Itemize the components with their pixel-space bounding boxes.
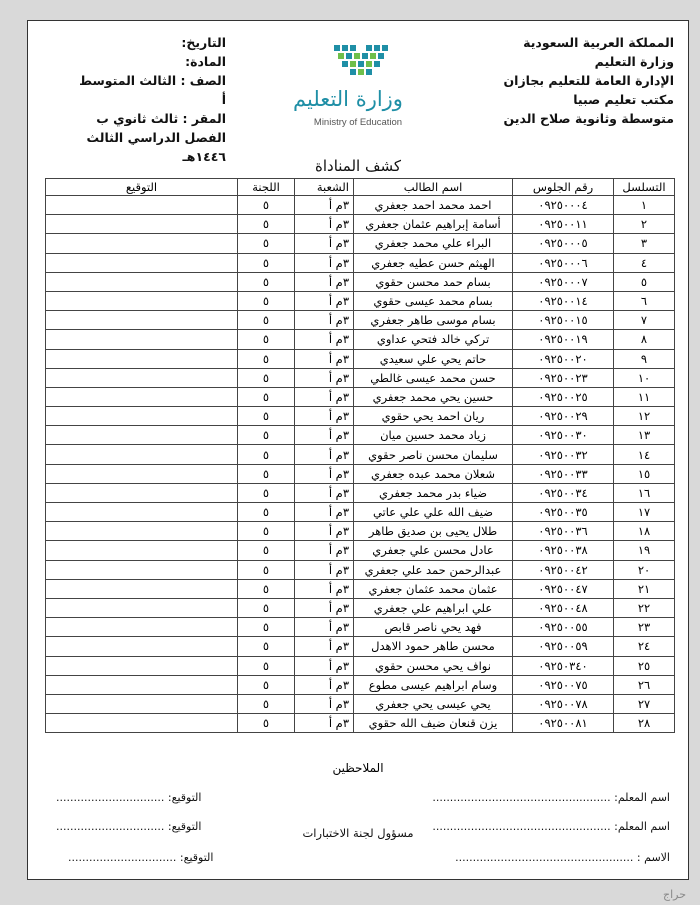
cell-committee: ٥ xyxy=(238,330,295,349)
cell-seat-number: ٠٩٢٥٠٠٠٤ xyxy=(513,196,614,215)
cell-student-name: بسام حمد محسن حقوي xyxy=(354,272,513,291)
cell-signature[interactable] xyxy=(46,349,238,368)
cell-seat-number: ٠٩٢٥٠٠٣٣ xyxy=(513,464,614,483)
cell-student-name: ريان احمد يحي حقوي xyxy=(354,407,513,426)
cell-seat-number: ٠٩٢٥٠٠٤٢ xyxy=(513,560,614,579)
cell-section: ٣م أ xyxy=(295,407,354,426)
committee-head-label xyxy=(28,826,688,840)
cell-section: ٣م أ xyxy=(295,368,354,387)
cell-section: ٣م أ xyxy=(295,196,354,215)
cell-sequence: ١ xyxy=(614,196,675,215)
cell-committee: ٥ xyxy=(238,541,295,560)
cell-seat-number: ٠٩٢٥٠٣٤٠ xyxy=(513,656,614,675)
teacher-label-1: اسم المعلم: xyxy=(614,791,670,804)
col-section: الشعبة xyxy=(295,179,354,196)
table-row xyxy=(46,215,675,234)
cell-sequence: ١٥ xyxy=(614,464,675,483)
cell-committee: ٥ xyxy=(238,387,295,406)
cell-signature[interactable] xyxy=(46,579,238,598)
signature-label-1: التوقيع: xyxy=(167,791,202,804)
cell-committee: ٥ xyxy=(238,579,295,598)
cell-student-name: بسام موسى طاهر جعفري xyxy=(354,311,513,330)
cell-student-name: نواف يحي محسن حقوي xyxy=(354,656,513,675)
cell-signature[interactable] xyxy=(46,311,238,330)
cell-section: ٣م أ xyxy=(295,215,354,234)
table-row xyxy=(46,560,675,579)
cell-committee: ٥ xyxy=(238,196,295,215)
cell-student-name: احمد محمد احمد جعفري xyxy=(354,196,513,215)
header-directorate: الإدارة العامة للتعليم بجازان xyxy=(503,73,674,88)
cell-sequence: ١٣ xyxy=(614,426,675,445)
cell-section: ٣م أ xyxy=(295,464,354,483)
cell-sequence: ١٢ xyxy=(614,407,675,426)
table-row xyxy=(46,349,675,368)
cell-student-name: شعلان محمد عبده جعفري xyxy=(354,464,513,483)
cell-sequence: ٢٠ xyxy=(614,560,675,579)
cell-sequence: ٦ xyxy=(614,291,675,310)
cell-signature[interactable] xyxy=(46,445,238,464)
cell-sequence: ٢١ xyxy=(614,579,675,598)
cell-signature[interactable] xyxy=(46,656,238,675)
cell-seat-number: ٠٩٢٥٠٠٣٤ xyxy=(513,483,614,502)
cell-section: ٣م أ xyxy=(295,598,354,617)
signature-label-3: التوقيع: xyxy=(179,851,214,864)
cell-sequence: ٢٦ xyxy=(614,675,675,694)
table-row xyxy=(46,272,675,291)
cell-signature[interactable] xyxy=(46,253,238,272)
cell-seat-number: ٠٩٢٥٠٠١٤ xyxy=(513,291,614,310)
name-dots: ................................................... xyxy=(455,851,634,864)
cell-sequence: ٨ xyxy=(614,330,675,349)
cell-signature[interactable] xyxy=(46,196,238,215)
cell-committee: ٥ xyxy=(238,675,295,694)
cell-sequence: ٢٤ xyxy=(614,637,675,656)
cell-seat-number: ٠٩٢٥٠٠٧٥ xyxy=(513,675,614,694)
table-row xyxy=(46,196,675,215)
signature-dots-3: ............................... xyxy=(68,851,177,864)
cell-sequence: ١٤ xyxy=(614,445,675,464)
cell-committee: ٥ xyxy=(238,598,295,617)
cell-section: ٣م أ xyxy=(295,694,354,713)
cell-sequence: ٢ xyxy=(614,215,675,234)
cell-committee: ٥ xyxy=(238,368,295,387)
cell-student-name: طلال يحيى بن صديق طاهر xyxy=(354,522,513,541)
cell-seat-number: ٠٩٢٥٠٠١٥ xyxy=(513,311,614,330)
cell-sequence: ٢٣ xyxy=(614,618,675,637)
cell-signature[interactable] xyxy=(46,272,238,291)
cell-signature[interactable] xyxy=(46,291,238,310)
table-row xyxy=(46,694,675,713)
cell-seat-number: ٠٩٢٥٠٠٤٨ xyxy=(513,598,614,617)
cell-sequence: ٤ xyxy=(614,253,675,272)
cell-section: ٣م أ xyxy=(295,522,354,541)
cell-signature[interactable] xyxy=(46,637,238,656)
cell-signature[interactable] xyxy=(46,387,238,406)
header-country: المملكة العربية السعودية xyxy=(523,35,674,50)
cell-student-name: زياد محمد حسين ميان xyxy=(354,426,513,445)
table-row xyxy=(46,637,675,656)
cell-sequence: ٢٨ xyxy=(614,714,675,733)
table-row xyxy=(46,445,675,464)
cell-committee: ٥ xyxy=(238,253,295,272)
cell-sequence: ١٦ xyxy=(614,483,675,502)
cell-section: ٣م أ xyxy=(295,675,354,694)
document-page xyxy=(27,20,689,880)
name-label: الاسم : xyxy=(636,851,670,864)
cell-section: ٣م أ xyxy=(295,330,354,349)
table-row xyxy=(46,541,675,560)
cell-seat-number: ٠٩٢٥٠٠٢٠ xyxy=(513,349,614,368)
cell-student-name: محسن طاهر حمود الاهدل xyxy=(354,637,513,656)
table-row xyxy=(46,522,675,541)
cell-seat-number: ٠٩٢٥٠٠٥٥ xyxy=(513,618,614,637)
cell-student-name: عادل محسن علي جعفري xyxy=(354,541,513,560)
ministry-logo xyxy=(288,37,438,132)
teacher-dots-2: ................................................... xyxy=(432,820,611,833)
cell-signature[interactable] xyxy=(46,407,238,426)
cell-sequence: ١٧ xyxy=(614,503,675,522)
cell-committee: ٥ xyxy=(238,349,295,368)
cell-section: ٣م أ xyxy=(295,349,354,368)
cell-committee: ٥ xyxy=(238,522,295,541)
cell-signature[interactable] xyxy=(46,234,238,253)
teacher-line-1 xyxy=(432,791,670,804)
col-sequence: التسلسل xyxy=(614,179,675,196)
cell-committee: ٥ xyxy=(238,656,295,675)
cell-sequence: ٢٢ xyxy=(614,598,675,617)
cell-committee: ٥ xyxy=(238,407,295,426)
cell-seat-number: ٠٩٢٥٠٠٣٦ xyxy=(513,522,614,541)
cell-committee: ٥ xyxy=(238,637,295,656)
cell-student-name: عبدالرحمن حمد علي جعفري xyxy=(354,560,513,579)
cell-section: ٣م أ xyxy=(295,637,354,656)
watermark: حراج xyxy=(662,888,686,901)
table-row xyxy=(46,618,675,637)
cell-student-name: حسين يحي محمد جعفري xyxy=(354,387,513,406)
cell-section: ٣م أ xyxy=(295,272,354,291)
teacher-label-2: اسم المعلم: xyxy=(614,820,670,833)
table-body xyxy=(46,196,675,733)
header-office: مكتب تعليم صبيا xyxy=(573,92,674,107)
cell-signature[interactable] xyxy=(46,541,238,560)
logo-english-text: Ministry of Education xyxy=(313,117,403,128)
cell-sequence: ٢٧ xyxy=(614,694,675,713)
cell-seat-number: ٠٩٢٥٠٠٠٦ xyxy=(513,253,614,272)
subject-label: المادة: xyxy=(185,54,226,69)
committee-head-text: مسؤول لجنة الاختبارات xyxy=(302,826,414,840)
cell-committee: ٥ xyxy=(238,234,295,253)
col-student-name: اسم الطالب xyxy=(354,179,513,196)
cell-student-name: تركي خالد فتحي عداوي xyxy=(354,330,513,349)
cell-student-name: علي ابراهيم علي جعفري xyxy=(354,598,513,617)
cell-student-name: الهيثم حسن عطيه جعفري xyxy=(354,253,513,272)
table-row xyxy=(46,598,675,617)
logo-arabic-text: وزارة التعليم xyxy=(293,87,403,111)
col-committee: اللجنة xyxy=(238,179,295,196)
teacher-dots-1: ................................................... xyxy=(432,791,611,804)
cell-seat-number: ٠٩٢٥٠٠٣٥ xyxy=(513,503,614,522)
table-row xyxy=(46,387,675,406)
header-right xyxy=(504,33,674,128)
cell-section: ٣م أ xyxy=(295,234,354,253)
table-row xyxy=(46,656,675,675)
cell-seat-number: ٠٩٢٥٠٠٣٢ xyxy=(513,445,614,464)
table-row xyxy=(46,291,675,310)
grade-label: الصف : الثالث المتوسط أ xyxy=(79,73,226,107)
cell-seat-number: ٠٩٢٥٠٠٤٧ xyxy=(513,579,614,598)
date-label: التاريخ: xyxy=(181,35,226,50)
cell-student-name: بسام محمد عيسى حقوي xyxy=(354,291,513,310)
cell-section: ٣م أ xyxy=(295,445,354,464)
cell-committee: ٥ xyxy=(238,560,295,579)
cell-student-name: عثمان محمد عثمان جعفري xyxy=(354,579,513,598)
cell-section: ٣م أ xyxy=(295,483,354,502)
cell-section: ٣م أ xyxy=(295,503,354,522)
col-signature: التوقيع xyxy=(46,179,238,196)
cell-signature[interactable] xyxy=(46,675,238,694)
signature-line-1 xyxy=(56,791,201,804)
name-line xyxy=(455,851,670,864)
cell-sequence: ٣ xyxy=(614,234,675,253)
cell-committee: ٥ xyxy=(238,215,295,234)
cell-signature[interactable] xyxy=(46,618,238,637)
cell-seat-number: ٠٩٢٥٠٠٢٣ xyxy=(513,368,614,387)
header-ministry: وزارة التعليم xyxy=(594,54,674,69)
cell-signature[interactable] xyxy=(46,464,238,483)
cell-sequence: ١١ xyxy=(614,387,675,406)
semester-label: الفصل الدراسي الثالث ١٤٤٦هـ xyxy=(86,130,226,164)
cell-committee: ٥ xyxy=(238,694,295,713)
table-row xyxy=(46,675,675,694)
table-row xyxy=(46,311,675,330)
cell-signature[interactable] xyxy=(46,426,238,445)
cell-student-name: ضيف الله علي علي عاتي xyxy=(354,503,513,522)
cell-signature[interactable] xyxy=(46,598,238,617)
signature-line-3 xyxy=(68,851,213,864)
table-row xyxy=(46,426,675,445)
cell-signature[interactable] xyxy=(46,522,238,541)
cell-section: ٣م أ xyxy=(295,253,354,272)
cell-student-name: حاتم يحي علي سعيدي xyxy=(354,349,513,368)
cell-section: ٣م أ xyxy=(295,618,354,637)
cell-committee: ٥ xyxy=(238,464,295,483)
table-row xyxy=(46,714,675,733)
cell-sequence: ٥ xyxy=(614,272,675,291)
cell-signature[interactable] xyxy=(46,503,238,522)
cell-committee: ٥ xyxy=(238,311,295,330)
table-header-row xyxy=(46,179,675,196)
cell-sequence: ٩ xyxy=(614,349,675,368)
cell-seat-number: ٠٩٢٥٠٠٢٩ xyxy=(513,407,614,426)
table-row xyxy=(46,407,675,426)
header-left xyxy=(76,33,226,166)
cell-student-name: فهد يحي ناصر قابص xyxy=(354,618,513,637)
cell-committee: ٥ xyxy=(238,272,295,291)
cell-student-name: ضياء بدر محمد جعفري xyxy=(354,483,513,502)
cell-sequence: ١٨ xyxy=(614,522,675,541)
cell-seat-number: ٠٩٢٥٠٠١٩ xyxy=(513,330,614,349)
attendance-table xyxy=(45,178,675,733)
cell-section: ٣م أ xyxy=(295,541,354,560)
cell-student-name: أسامة إبراهيم عثمان جعفري xyxy=(354,215,513,234)
location-label: المقر : ثالث ثانوي ب xyxy=(96,111,226,126)
cell-sequence: ٢٥ xyxy=(614,656,675,675)
table-row xyxy=(46,483,675,502)
signature-dots-2: ............................... xyxy=(56,820,165,833)
table-row xyxy=(46,330,675,349)
cell-signature[interactable] xyxy=(46,368,238,387)
cell-sequence: ٧ xyxy=(614,311,675,330)
table-row xyxy=(46,253,675,272)
signature-label-2: التوقيع: xyxy=(167,820,202,833)
cell-section: ٣م أ xyxy=(295,714,354,733)
cell-signature[interactable] xyxy=(46,215,238,234)
cell-signature[interactable] xyxy=(46,483,238,502)
cell-committee: ٥ xyxy=(238,714,295,733)
cell-student-name: البراء علي محمد جعفري xyxy=(354,234,513,253)
cell-committee: ٥ xyxy=(238,503,295,522)
cell-signature[interactable] xyxy=(46,694,238,713)
cell-seat-number: ٠٩٢٥٠٠٠٧ xyxy=(513,272,614,291)
cell-sequence: ١٩ xyxy=(614,541,675,560)
cell-section: ٣م أ xyxy=(295,311,354,330)
cell-seat-number: ٠٩٢٥٠٠١١ xyxy=(513,215,614,234)
proctors-label: الملاحظين xyxy=(332,761,384,775)
cell-section: ٣م أ xyxy=(295,426,354,445)
table-row xyxy=(46,579,675,598)
cell-signature[interactable] xyxy=(46,714,238,733)
cell-seat-number: ٠٩٢٥٠٠٣٠ xyxy=(513,426,614,445)
cell-committee: ٥ xyxy=(238,445,295,464)
cell-student-name: وسام ابراهيم عيسى مطوع xyxy=(354,675,513,694)
cell-committee: ٥ xyxy=(238,291,295,310)
table-row xyxy=(46,464,675,483)
cell-student-name: يحي عيسى يحي جعفري xyxy=(354,694,513,713)
table-row xyxy=(46,234,675,253)
cell-student-name: سليمان محسن ناصر حقوي xyxy=(354,445,513,464)
cell-seat-number: ٠٩٢٥٠٠٨١ xyxy=(513,714,614,733)
cell-section: ٣م أ xyxy=(295,387,354,406)
table-row xyxy=(46,503,675,522)
cell-committee: ٥ xyxy=(238,483,295,502)
cell-committee: ٥ xyxy=(238,618,295,637)
cell-committee: ٥ xyxy=(238,426,295,445)
cell-section: ٣م أ xyxy=(295,560,354,579)
header-school: متوسطة وثانوية صلاح الدين xyxy=(503,111,674,126)
cell-section: ٣م أ xyxy=(295,656,354,675)
cell-section: ٣م أ xyxy=(295,579,354,598)
cell-seat-number: ٠٩٢٥٠٠٥٩ xyxy=(513,637,614,656)
col-seat-number: رقم الجلوس xyxy=(513,179,614,196)
cell-seat-number: ٠٩٢٥٠٠٧٨ xyxy=(513,694,614,713)
document-title: كشف المناداة xyxy=(314,157,402,175)
cell-seat-number: ٠٩٢٥٠٠٠٥ xyxy=(513,234,614,253)
cell-seat-number: ٠٩٢٥٠٠٢٥ xyxy=(513,387,614,406)
logo-dots-icon xyxy=(288,37,428,89)
table-row xyxy=(46,368,675,387)
signature-dots-1: ............................... xyxy=(56,791,165,804)
cell-sequence: ١٠ xyxy=(614,368,675,387)
cell-section: ٣م أ xyxy=(295,291,354,310)
cell-seat-number: ٠٩٢٥٠٠٣٨ xyxy=(513,541,614,560)
cell-signature[interactable] xyxy=(46,330,238,349)
cell-student-name: حسن محمد عيسى غالطي xyxy=(354,368,513,387)
cell-signature[interactable] xyxy=(46,560,238,579)
cell-student-name: يزن قنعان ضيف الله حقوي xyxy=(354,714,513,733)
